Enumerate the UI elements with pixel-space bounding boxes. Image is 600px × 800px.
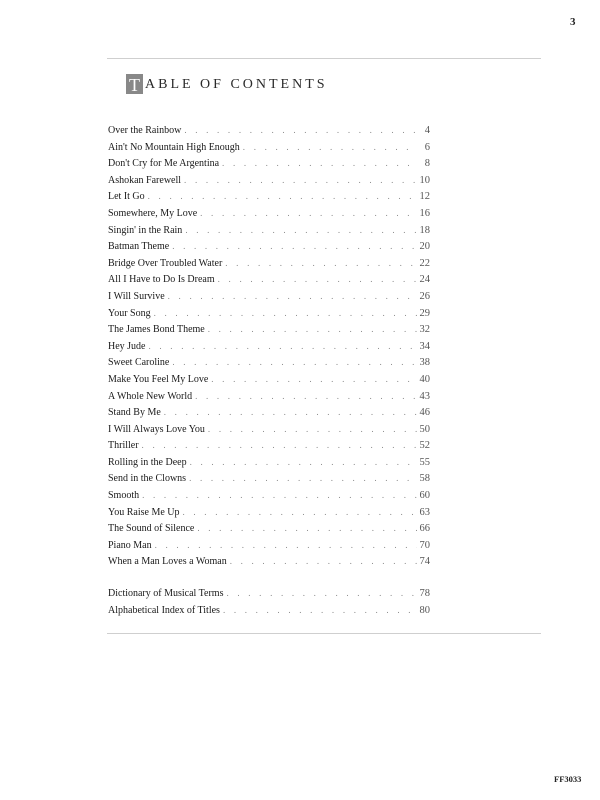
toc-entry (108, 437, 430, 454)
toc-entry-title: Sweet Caroline (108, 357, 170, 369)
toc-entry-title: Hey Jude (108, 340, 146, 352)
toc-entry-title: All I Have to Do Is Dream (108, 274, 215, 286)
songs-section (108, 122, 430, 570)
dot-leader (154, 305, 417, 322)
toc-entry-page: 26 (419, 290, 430, 302)
dot-leader (164, 404, 417, 421)
dot-leader (172, 238, 416, 255)
toc-entry (108, 222, 430, 239)
page-number: 3 (570, 16, 576, 28)
toc-entry-page: 32 (419, 324, 430, 336)
toc-entry-title: A Whole New World (108, 390, 193, 402)
toc-entry-page: 43 (419, 390, 430, 402)
dot-leader (225, 255, 416, 272)
toc-entry-page: 60 (419, 490, 430, 502)
dot-leader (230, 553, 417, 570)
toc-entry (108, 321, 430, 338)
toc-entry (108, 139, 430, 156)
toc-entry-title: Rolling in the Deep (108, 456, 187, 468)
toc-entry (108, 421, 430, 438)
dot-leader (226, 585, 416, 602)
toc-entry-title: When a Man Loves a Woman (108, 556, 227, 568)
toc-entry (108, 487, 430, 504)
dot-leader (184, 172, 416, 189)
toc-entry-title: Over the Rainbow (108, 125, 182, 136)
toc-entry-title: Send in the Clowns (108, 473, 187, 485)
dot-leader (149, 338, 417, 355)
toc-entry-title: Batman Theme (108, 241, 170, 253)
page-title-text: ABLE OF CONTENTS (145, 77, 328, 92)
toc-entry-page: 18 (419, 224, 430, 236)
toc-entry (108, 470, 430, 487)
dot-leader (189, 470, 416, 487)
dot-leader (218, 271, 417, 288)
top-divider (107, 58, 541, 59)
dot-leader (200, 205, 416, 222)
toc-entry (108, 305, 430, 322)
toc-entry-page: 20 (419, 241, 430, 253)
toc-entry-page: 6 (424, 141, 430, 153)
toc-entry (108, 537, 430, 554)
toc-entry-page: 16 (419, 207, 430, 219)
toc-entry-page: 8 (424, 158, 430, 170)
toc-entry-title: Stand By Me (108, 407, 161, 419)
dot-leader (208, 321, 417, 338)
toc-entry-page: 38 (419, 357, 430, 369)
toc-entry-page: 55 (419, 456, 430, 468)
toc-entry-page: 70 (419, 539, 430, 551)
toc-entry (108, 602, 430, 619)
toc-entry-title: I Will Always Love You (108, 423, 205, 435)
toc-entry-title: Smooth (108, 490, 140, 502)
toc-entry-title: Bridge Over Troubled Water (108, 257, 223, 269)
toc-entry-title: Let It Go (108, 191, 145, 203)
toc-entry-page: 34 (419, 340, 430, 352)
toc-entry-page: 74 (419, 556, 430, 568)
toc-entry-page: 10 (419, 174, 430, 186)
toc-entry-title: Alphabetical Index of Titles (108, 604, 220, 616)
dot-leader (208, 421, 417, 438)
toc-entry-page: 12 (419, 191, 430, 203)
toc-list (108, 122, 430, 618)
toc-entry (108, 288, 430, 305)
section-gap (108, 570, 430, 585)
toc-entry-page: 80 (419, 604, 430, 616)
toc-entry (108, 172, 430, 189)
toc-entry (108, 354, 430, 371)
toc-entry (108, 238, 430, 255)
toc-entry-page: 66 (419, 523, 430, 535)
toc-entry-title: Somewhere, My Love (108, 207, 198, 219)
toc-entry-page: 22 (419, 257, 430, 269)
toc-entry-page: 52 (419, 440, 430, 452)
toc-entry-page: 78 (419, 588, 430, 600)
toc-entry (108, 155, 430, 172)
toc-entry-title: Ashokan Farewell (108, 174, 182, 186)
bottom-divider (107, 633, 541, 634)
footer-code: FF3033 (554, 774, 582, 784)
toc-entry-page: 50 (419, 423, 430, 435)
dot-leader (168, 288, 417, 305)
appendix-section (108, 585, 430, 618)
toc-entry-page: 58 (419, 473, 430, 485)
dot-leader (222, 155, 417, 172)
dot-leader (172, 354, 416, 371)
dot-leader (185, 222, 416, 239)
toc-entry (108, 388, 430, 405)
dot-leader (142, 487, 416, 504)
toc-entry-title: You Raise Me Up (108, 506, 180, 518)
toc-entry (108, 255, 430, 272)
page-title (126, 70, 328, 94)
toc-entry (108, 553, 430, 570)
toc-entry-page: 29 (419, 307, 430, 319)
toc-entry (108, 504, 430, 521)
toc-entry-title: Dictionary of Musical Terms (108, 588, 224, 600)
toc-entry-title: Thriller (108, 440, 139, 452)
toc-entry-page: 46 (419, 407, 430, 419)
toc-entry-title: Singin' in the Rain (108, 224, 183, 236)
toc-entry-page: 4 (424, 125, 430, 136)
toc-entry-page: 24 (419, 274, 430, 286)
toc-entry (108, 520, 430, 537)
toc-entry (108, 338, 430, 355)
toc-entry-title: I Will Survive (108, 290, 165, 302)
dot-leader (142, 437, 417, 454)
dot-leader (197, 520, 416, 537)
toc-entry (108, 205, 430, 222)
toc-entry (108, 122, 430, 139)
drop-cap: T (126, 74, 143, 94)
dot-leader (223, 602, 417, 619)
dot-leader (190, 454, 417, 471)
dot-leader (148, 188, 417, 205)
dot-leader (195, 388, 416, 405)
toc-entry-title: The Sound of Silence (108, 523, 195, 535)
dot-leader (211, 371, 416, 388)
dot-leader (243, 139, 417, 156)
toc-entry-title: Don't Cry for Me Argentina (108, 158, 220, 170)
toc-entry-title: Piano Man (108, 539, 152, 551)
toc-entry (108, 271, 430, 288)
toc-entry-title: Your Song (108, 307, 151, 319)
dot-leader (184, 122, 417, 139)
toc-entry-title: Ain't No Mountain High Enough (108, 141, 240, 153)
dot-leader (155, 537, 417, 554)
toc-entry-page: 63 (419, 506, 430, 518)
toc-entry (108, 454, 430, 471)
toc-entry-title: Make You Feel My Love (108, 373, 209, 385)
toc-entry (108, 585, 430, 602)
dot-leader (183, 504, 417, 521)
toc-entry (108, 188, 430, 205)
toc-entry-title: The James Bond Theme (108, 324, 205, 336)
toc-entry (108, 404, 430, 421)
toc-entry-page: 40 (419, 373, 430, 385)
toc-entry (108, 371, 430, 388)
